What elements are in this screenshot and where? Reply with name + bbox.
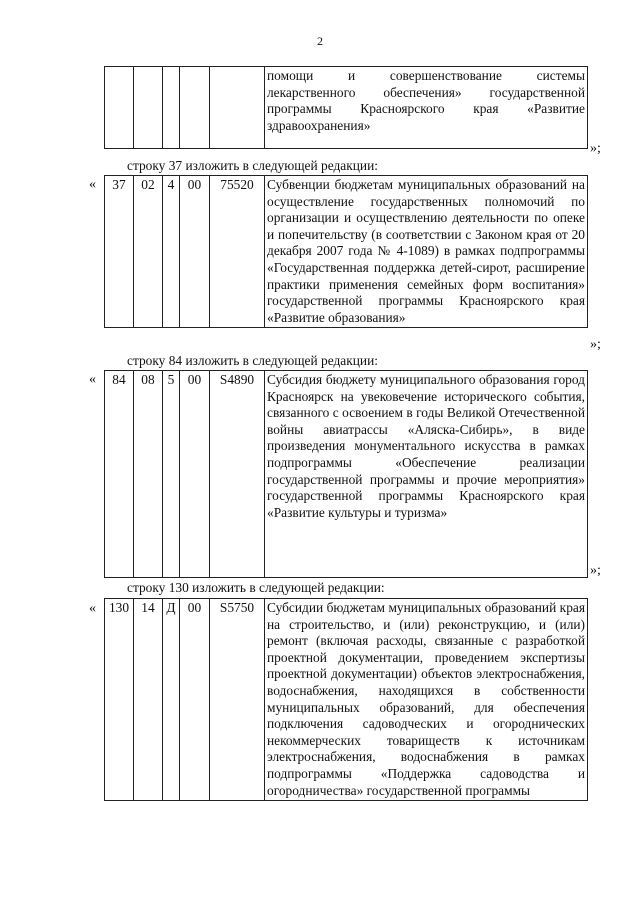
row-cell-5 xyxy=(210,67,265,149)
row-description xyxy=(265,67,588,149)
table-fragment-top xyxy=(104,66,588,149)
amendment-table xyxy=(104,175,588,328)
program-code: 5 xyxy=(163,371,180,578)
closing-quote: »; xyxy=(590,141,601,156)
table-row xyxy=(105,371,588,578)
closing-quote: »; xyxy=(590,337,601,352)
amendment-intro: строку 130 изложить в следующей редакции: xyxy=(127,580,385,595)
fragment-line: программы Красноярского края «Развитие xyxy=(267,101,585,117)
row-number: 130 xyxy=(105,599,134,801)
amendment-table xyxy=(104,370,588,578)
table-row xyxy=(105,176,588,328)
fragment-line: помощи и совершенствование системы xyxy=(267,68,585,83)
section-code: 02 xyxy=(134,176,163,328)
row-description: Субвенции бюджетам муниципальных образований на осуществление государственных полномочий по организации и осуществлению деятельности по опеке и попечительству (в соответствии с Законом края от 20 декабря 2007 года № 4-1089) в рамках подпрограммы «Государственная поддержка детей-сирот, расширение практики применения семейных форм воспитания» государственной программы Красноярского края «Развитие образования» xyxy=(265,176,588,328)
amendment-intro: строку 84 изложить в следующей редакции: xyxy=(127,353,378,368)
fragment-line: лекарственного обеспечения» государственной xyxy=(267,84,585,100)
section-code: 14 xyxy=(134,599,163,801)
subprogram-code: 00 xyxy=(180,599,210,801)
row-cell-1 xyxy=(105,67,134,149)
row-cell-3 xyxy=(163,67,180,149)
amendment-table xyxy=(104,598,588,801)
opening-quote: « xyxy=(89,372,96,387)
row-cell-2 xyxy=(134,67,163,149)
subprogram-code: 00 xyxy=(180,176,210,328)
direction-code: 75520 xyxy=(210,176,265,328)
amendment-intro: строку 37 изложить в следующей редакции: xyxy=(127,158,378,173)
opening-quote: « xyxy=(89,601,96,616)
table-row xyxy=(105,67,588,149)
subprogram-code: 00 xyxy=(180,371,210,578)
row-description: Субсидии бюджетам муниципальных образований края на строительство, и (или) реконструкцию, и (или) ремонт (включая расходы, связанные с разработкой проектной документации, проведением экспертизы проектной документации) объектов электроснабжения, водоснабжения, находящихся в собственности муниципальных образований, для обеспечения подключения садоводческих и огороднических некоммерческих товариществ к источникам электроснабжения, водоснабжения в рамках подпрограммы «Поддержка садоводства и огородничества» государственной программы xyxy=(265,599,588,801)
direction-code: S5750 xyxy=(210,599,265,801)
page-number: 2 xyxy=(317,34,323,48)
direction-code: S4890 xyxy=(210,371,265,578)
program-code: Д xyxy=(163,599,180,801)
table-row xyxy=(105,599,588,801)
row-cell-4 xyxy=(180,67,210,149)
row-description: Субсидия бюджету муниципального образования город Красноярск на увековечение исторического события, связанного с освоением в годы Великой Отечественной войны авиатрассы «Аляска-Сибирь», в виде произведения монументального искусства в рамках подпрограммы «Обеспечение реализации государственной программы и прочие мероприятия» государственной программы Красноярского края «Развитие культуры и туризма» xyxy=(265,371,588,578)
row-number: 37 xyxy=(105,176,134,328)
row-number: 84 xyxy=(105,371,134,578)
fragment-line: здравоохранения» xyxy=(267,117,371,133)
section-code: 08 xyxy=(134,371,163,578)
closing-quote: »; xyxy=(590,563,601,578)
opening-quote: « xyxy=(89,177,96,192)
program-code: 4 xyxy=(163,176,180,328)
